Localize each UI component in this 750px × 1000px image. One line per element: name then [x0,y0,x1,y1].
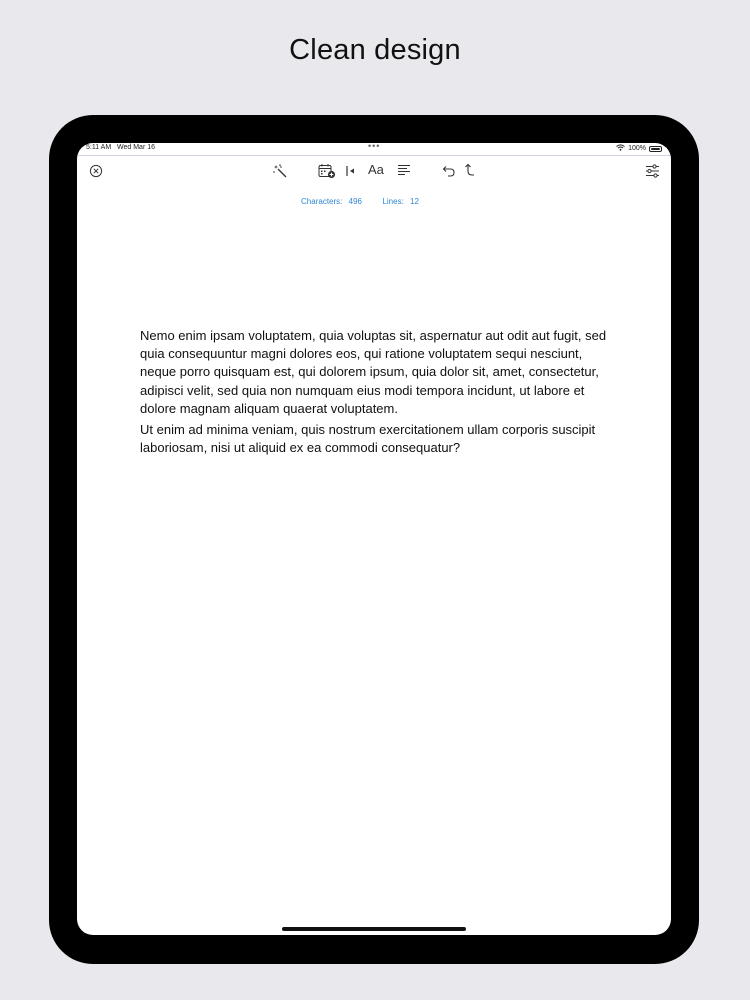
battery-icon [649,146,662,152]
document-stats [77,197,643,206]
multitask-dots[interactable]: ••• [368,143,381,151]
characters-value: 496 [348,197,362,206]
characters-label: Characters: [301,197,343,206]
sliders-icon[interactable] [645,164,660,178]
magic-wand-icon[interactable] [272,164,288,179]
status-right [616,144,662,153]
status-time [86,144,155,151]
cursor-start-icon[interactable] [345,164,357,178]
status-divider [77,155,671,156]
home-indicator[interactable] [282,927,466,931]
tablet-device [49,115,699,964]
status-time-text: 5:11 AM [86,144,112,151]
editor-screen [77,143,671,935]
calendar-add-icon[interactable] [318,163,336,179]
font-button[interactable]: Aa [368,162,384,177]
redo-icon[interactable] [462,163,475,178]
document-text-area[interactable] [140,327,620,460]
document-paragraph[interactable]: Nemo enim ipsam voluptatem, quia voluptas sit, aspernatur aut odit aut fugit, sed quia consequuntur magni dolores eos, qui ratione voluptatem sequi nesciunt, neque porro quisquam est, qui dolorem ipsum, quia dolor sit, amet, consectetur, adipisci velit, sed quia non numquam eius modi tempora incidunt, ut labore et dolore magnam aliquam quaerat voluptatem. [140,328,607,416]
status-date-text: Wed Mar 16 [117,144,156,151]
undo-icon[interactable] [442,164,456,178]
close-icon[interactable] [89,164,103,178]
battery-percent: 100% [628,145,646,152]
status-bar [77,143,671,155]
lines-label: Lines: [382,197,404,206]
lines-value: 12 [410,197,419,206]
page-headline: Clean design [289,34,461,66]
document-paragraph[interactable]: Ut enim ad minima veniam, quis nostrum exercitationem ullam corporis suscipit laboriosam, nisi ut aliquid ex ea commodi consequatur? [140,422,596,456]
align-left-icon[interactable] [397,164,411,177]
wifi-icon [616,144,625,153]
